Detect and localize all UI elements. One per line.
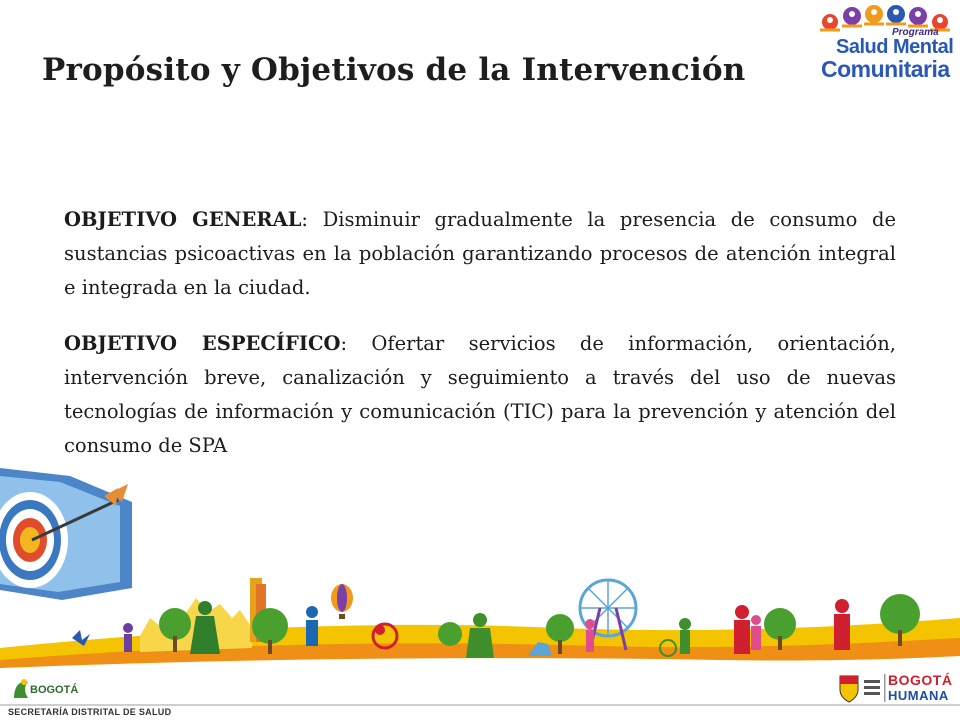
objective-text: Ofertar servicios de información, orientación, intervención breve, canalización y seguimiento a través del uso de nuevas tecnologías de información y comunicación (TIC) para la prevención y atención del consumo de SPA — [64, 332, 896, 457]
objective-specific — [64, 327, 896, 463]
community-landscape-illustration — [0, 568, 960, 680]
objective-separator: : — [301, 208, 323, 231]
program-logo — [808, 2, 958, 88]
program-label: Programa — [892, 27, 939, 38]
objective-label: OBJETIVO ESPECÍFICO — [64, 332, 341, 355]
program-name-line1: Salud Mental — [836, 36, 954, 58]
objective-text: Disminuir gradualmente la presencia de consumo de sustancias psicoactivas en la población garantizando procesos de atención integral e integrada en la ciudad. — [64, 208, 896, 299]
bogota-humana-logo-line2: HUMANA — [888, 688, 949, 703]
footer-divider — [0, 704, 960, 706]
objectives-section — [64, 203, 896, 485]
program-name-line2: Comunitaria — [821, 56, 950, 82]
objective-general — [64, 203, 896, 305]
bogota-logo-text: BOGOTÁ — [30, 684, 79, 696]
objective-separator: : — [340, 332, 372, 355]
objective-label: OBJETIVO GENERAL — [64, 208, 302, 231]
page-title: Propósito y Objetivos de la Intervención — [42, 52, 746, 88]
bogota-humana-logo-line1: BOGOTÁ — [888, 672, 953, 688]
secretaria-label: SECRETARÍA DISTRITAL DE SALUD — [8, 707, 172, 717]
